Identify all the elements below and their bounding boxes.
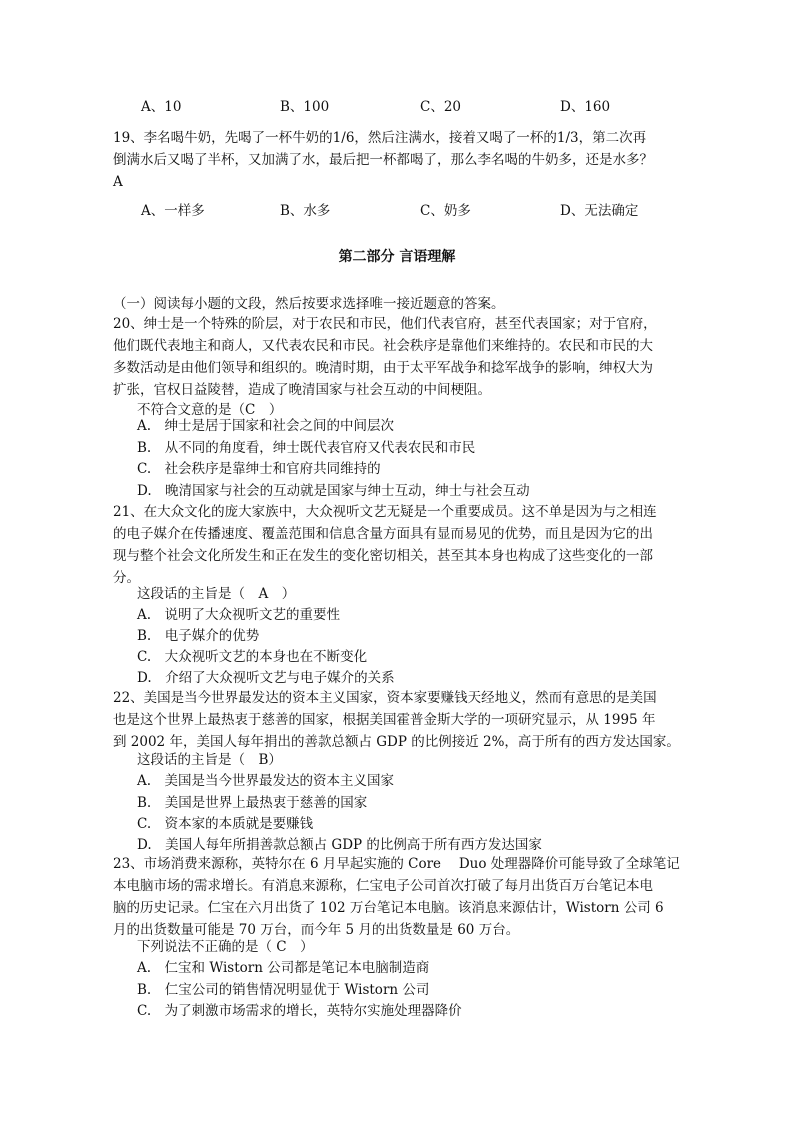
q20-line: 20、绅士是一个特殊的阶层，对于农民和市民，他们代表官府，甚至代表国家；对于官府， xyxy=(113,316,657,332)
q23-choice-c: C. 为了刺激市场需求的增长，英特尔实施处理器降价 xyxy=(137,1003,462,1019)
q23-choice-a: A. 仁宝和 Wistorn 公司都是笔记本电脑制造商 xyxy=(137,960,430,976)
q19-line: 19、李名喝牛奶，先喝了一杯牛奶的1/6，然后注满水，接着又喝了一杯的1/3，第二次再 xyxy=(113,130,647,146)
q21-choice-d: D. 介绍了大众视听文艺与电子媒介的关系 xyxy=(137,670,395,686)
q21-question: 这段话的主旨是（ A ） xyxy=(137,586,296,602)
q23-line: 23、市场消费来源称，英特尔在 6 月早起实施的 Core Duo 处理器降价可能导致了全球笔记 xyxy=(113,856,680,872)
q18-option-a: A、10 xyxy=(141,99,182,115)
q23-line: 本电脑市场的需求增长。有消息来源称，仁宝电子公司首次打破了每月出货百万台笔记本电 xyxy=(113,878,653,894)
q21-line: 的电子媒介在传播速度、覆盖范围和信息含量方面具有显而易见的优势，而且是因为它的出 xyxy=(113,526,653,542)
q19-line: 倒满水后又喝了半杯，又加满了水，最后把一杯都喝了，那么李名喝的牛奶多，还是水多？ xyxy=(113,152,653,168)
q22-choice-c: C. 资本家的本质就是要赚钱 xyxy=(137,816,314,832)
q19-stem xyxy=(113,127,673,193)
q18-option-c: C、20 xyxy=(420,99,462,115)
q22-line: 也是这个世界上最热衷于慈善的国家，根据美国霍普金斯大学的一项研究显示，从 1995 年 xyxy=(113,712,656,728)
q19-option-c: C、奶多 xyxy=(420,203,471,219)
q19-answer: A xyxy=(113,174,123,190)
q22-choice-d: D. 美国人每年所捐善款总额占 GDP 的比例高于所有西方发达国家 xyxy=(137,837,542,853)
q18-options xyxy=(0,96,794,118)
q23-stem xyxy=(113,853,680,941)
q20-line: 多数活动是由他们领导和组织的。晚清时期，由于太平军战争和捻军战争的影响，绅权大为 xyxy=(113,360,653,376)
section-title: 第二部分 言语理解 xyxy=(338,249,456,265)
q21-line: 分。 xyxy=(113,570,140,586)
q19-option-d: D、无法确定 xyxy=(560,203,639,219)
q22-line: 22、美国是当今世界最发达的资本主义国家，资本家要赚钱天经地义，然而有意思的是美国 xyxy=(113,690,657,706)
q18-option-b: B、100 xyxy=(280,99,330,115)
q20-line: 他们既代表地主和商人，又代表农民和市民。社会秩序是靠他们来维持的。农民和市民的大 xyxy=(113,338,653,354)
q21-stem xyxy=(113,501,673,589)
q22-question: 这段话的主旨是（ B） xyxy=(137,752,282,768)
q23-question: 下列说法不正确的是（ C ） xyxy=(137,939,314,955)
q22-choice-a: A. 美国是当今世界最发达的资本主义国家 xyxy=(137,773,395,789)
q20-choice-b: B. 从不同的角度看，绅士既代表官府又代表农民和市民 xyxy=(137,440,476,456)
q21-line: 现与整个社会文化所发生和正在发生的变化密切相关，甚至其本身也构成了这些变化的一部 xyxy=(113,548,653,564)
q18-option-d: D、160 xyxy=(560,99,611,115)
q21-line: 21、在大众文化的庞大家族中，大众视听文艺无疑是一个重要成员。这不单是因为与之相连 xyxy=(113,504,657,520)
q22-stem xyxy=(113,687,680,753)
q19-option-a: A、一样多 xyxy=(141,203,205,219)
q20-line: 扩张，官权日益陵替，造成了晚清国家与社会互动的中间梗阻。 xyxy=(113,382,491,398)
q20-choice-d: D. 晚清国家与社会的互动就是国家与绅士互动，绅士与社会互动 xyxy=(137,483,530,499)
q20-question: 不符合文意的是（C ） xyxy=(137,402,283,418)
q23-choice-b: B. 仁宝公司的销售情况明显优于 Wistorn 公司 xyxy=(137,982,430,998)
q22-line: 到 2002 年，美国人每年捐出的善款总额占 GDP 的比例接近 2%，高于所有的西方发达国家。 xyxy=(113,734,680,750)
q21-choice-c: C. 大众视听文艺的本身也在不断变化 xyxy=(137,649,368,665)
q21-choice-a: A. 说明了大众视听文艺的重要性 xyxy=(137,607,341,623)
instruction xyxy=(113,293,673,315)
instruction-text: （一）阅读每小题的文段，然后按要求选择唯一接近题意的答案。 xyxy=(113,296,505,312)
q19-options xyxy=(0,200,794,222)
q20-choice-a: A. 绅士是居于国家和社会之间的中间层次 xyxy=(137,418,395,434)
q19-option-b: B、水多 xyxy=(280,203,331,219)
q23-line: 脑的历史记录。仁宝在六月出货了 102 万台笔记本电脑。该消息来源估计，Wistorn 公司 6 xyxy=(113,900,664,916)
q20-stem xyxy=(113,313,673,401)
q20-choice-c: C. 社会秩序是靠绅士和官府共同维持的 xyxy=(137,461,381,477)
q21-choice-b: B. 电子媒介的优势 xyxy=(137,628,260,644)
q23-line: 月的出货数量可能是 70 万台，而今年 5 月的出货数量是 60 万台。 xyxy=(113,922,520,938)
q22-choice-b: B. 美国是世界上最热衷于慈善的国家 xyxy=(137,795,368,811)
